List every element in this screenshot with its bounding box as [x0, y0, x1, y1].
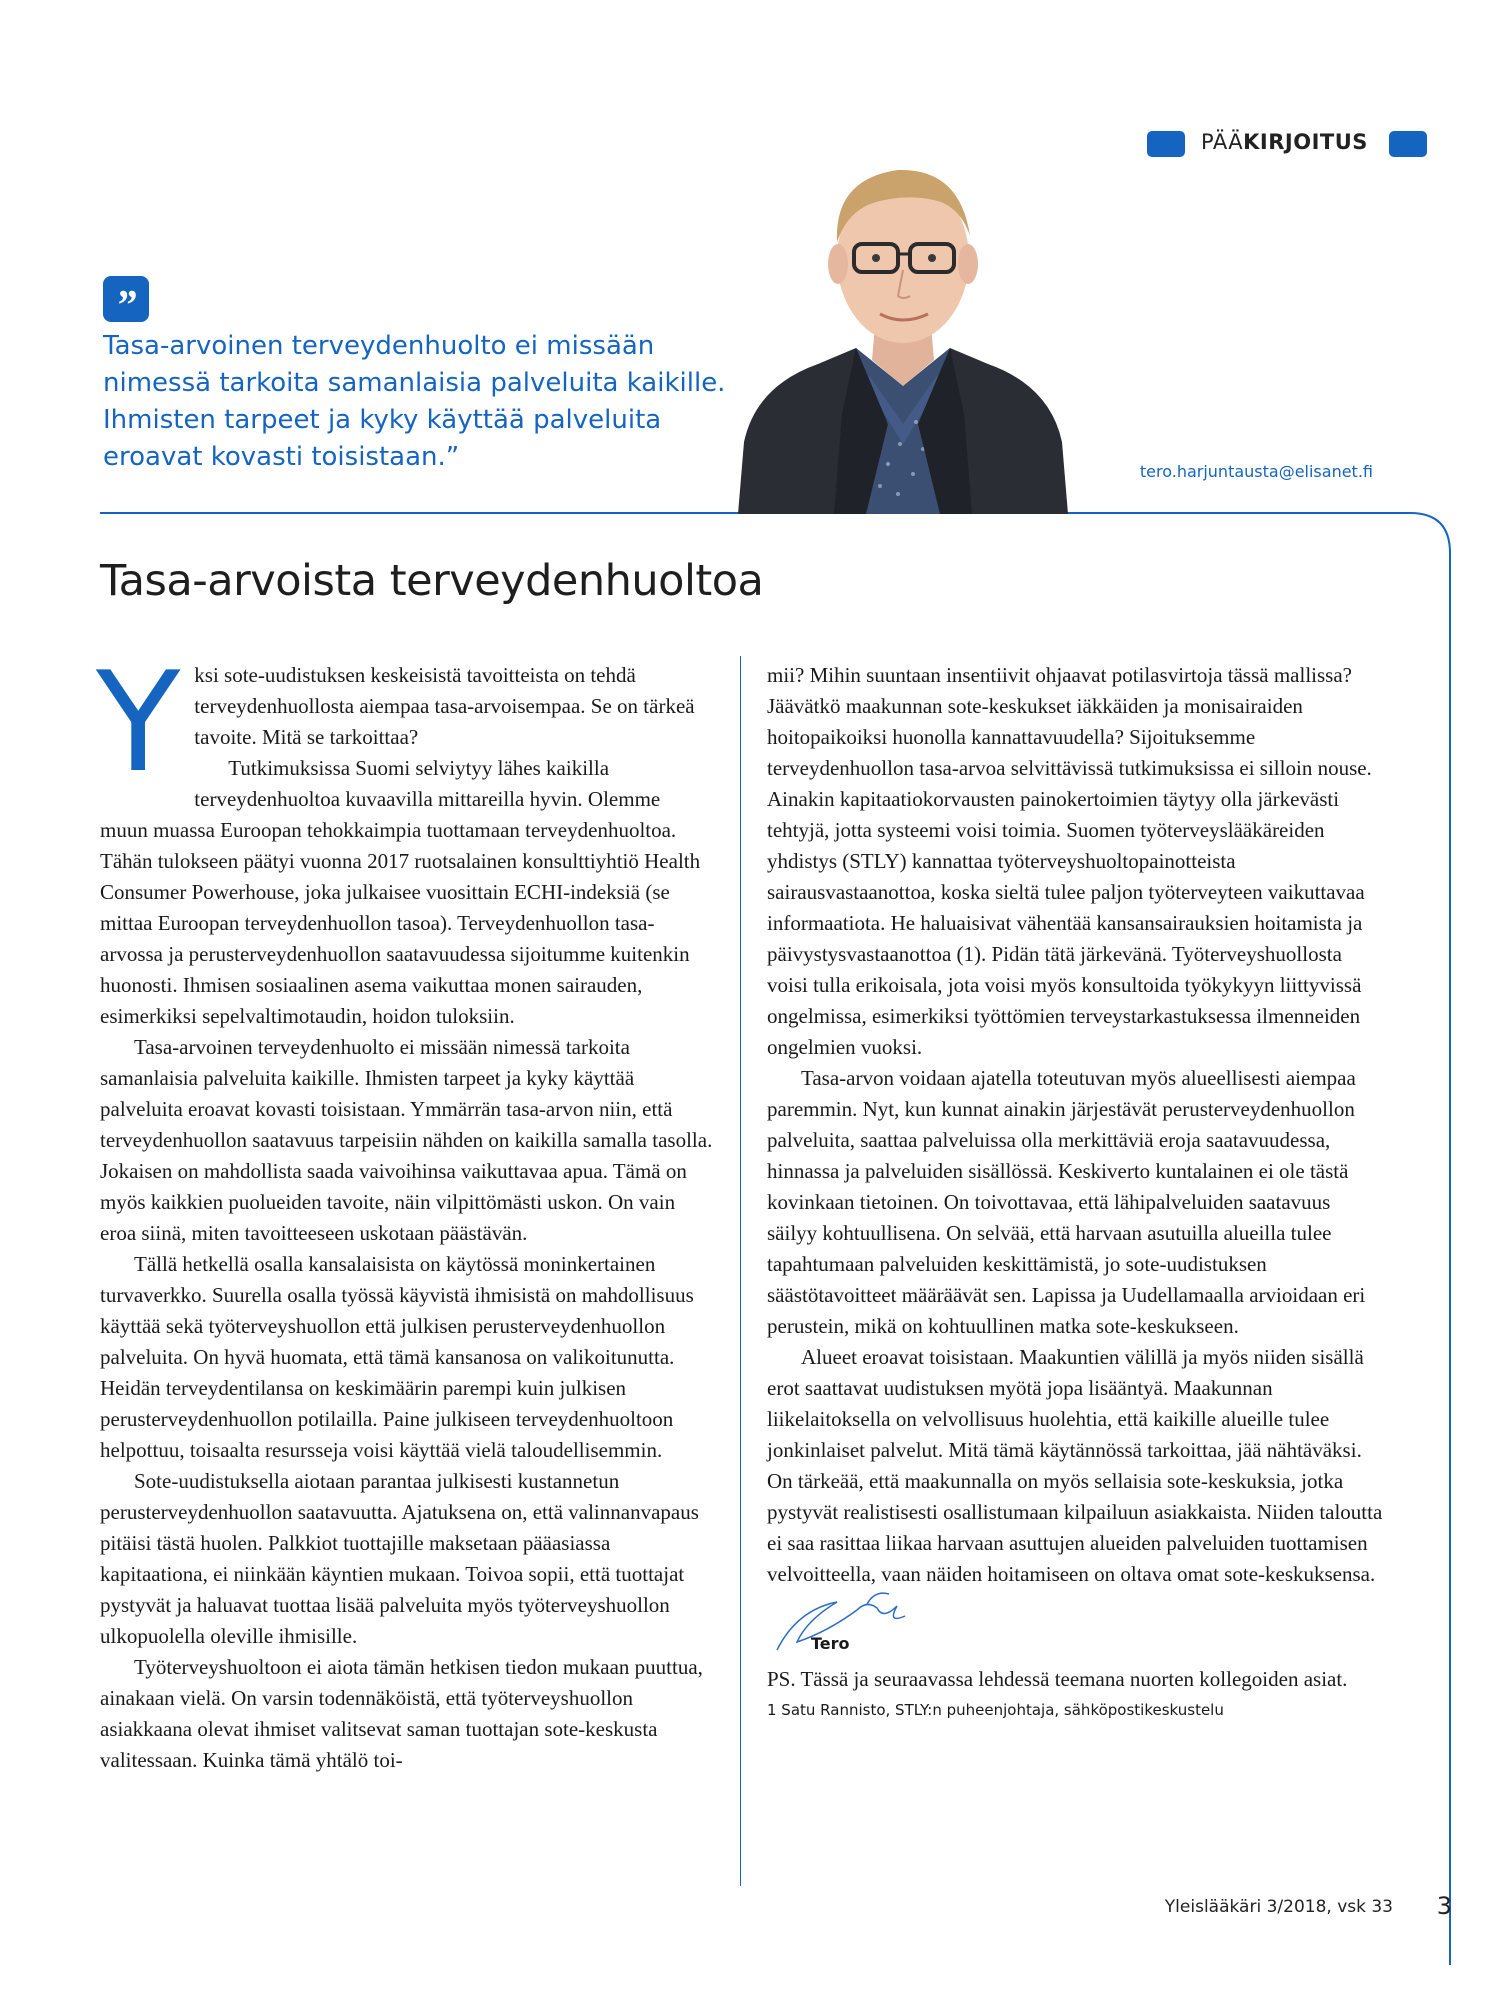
pull-quote: [103, 328, 726, 476]
section-tag: [1147, 129, 1427, 159]
frame-right-rule: [1410, 513, 1450, 1965]
signature-scribble: [767, 1580, 967, 1660]
article-paragraph: Tasa-arvoinen terveydenhuolto ei missään nimessä tarkoita samanlaisia palveluita kaikille. Ihmisten tarpeet ja kyky käyttää palveluita eroavat kovasti toisistaan. Ymmärrän tasa-arvon niin, että terveydenhuollon saatavuus tarpeisiin nähden on kaikilla samalla tasolla. Jokaisen on mahdollista saada vaivoihinsa vaikuttavaa apua. Tämä on myös kaikkien puolueiden tavoite, näin vilpittömästi uskon. On vain eroa siinä, miten tavoitteeseen uskotaan päästävän.: [100, 1035, 713, 1245]
author-portrait: [738, 124, 1068, 514]
article-paragraph: Työterveyshuoltoon ei aiota tämän hetkisen tiedon mukaan puuttua, ainakaan vielä. On varsin todennäköistä, että työterveyshuollon asiakkaana olevat ihmiset valitsevat saman tuottajan sote-keskusta valitessaan. Kuinka tämä yhtälö toi-: [100, 1655, 703, 1772]
article-paragraph: Tasa-arvon voidaan ajatella toteutuvan myös alueellisesti aiempaa paremmin. Nyt, kun kunnat ainakin järjestävät perusterveydenhuollon palveluita, saattaa palveluissa olla merkittäviä eroja saatavuudessa, hinnassa ja palveluiden sisällössä. Keskiverto kuntalainen ei ole tästä kovinkaan tietoinen. On toivottavaa, että lähipalveluiden saatavuus säilyy kohtuullisena. On selvää, että harvaan asutuilla alueilla tulee tapahtumaan palveluiden keskittämistä, jo sote-uudistuksen säästötavoitteet määräävät sen. Lapissa ja Uudellamaalla arvioidaan eri perustein, mikä on kohtuullinen matka sote-keskukseen.: [767, 1066, 1366, 1338]
signature: [767, 1598, 1385, 1660]
tag-block-left: [1147, 131, 1185, 157]
article-paragraph: Sote-uudistuksella aiotaan parantaa julkisesti kustannetun perusterveydenhuollon saatavuutta. Ajatuksena on, että valinnanvapaus pitäisi tästä huolen. Palkkiot tuottajille maksetaan pääasiassa kapitaationa, ei niinkään käyntien mukaan. Toivoa sopii, että tuottajat pystyvät ja haluavat tuottaa lisää palveluita myös työterveyshuollon ulkopuolella oleville ihmisille.: [100, 1469, 699, 1648]
section-label: PÄÄKIRJOITUS: [1201, 130, 1368, 154]
page-number: 3: [1436, 1892, 1452, 1920]
author-email: tero.harjuntausta@elisanet.fi: [1139, 462, 1373, 481]
drop-cap: Y: [96, 642, 181, 803]
pull-quote-line: nimessä tarkoita samanlaisia palveluita kaikille.: [103, 368, 726, 398]
article-paragraph: Tällä hetkellä osalla kansalaisista on käytössä moninkertainen turvaverkko. Suurella osalla työssä käyvistä ihmisistä on mahdollisuus käyttää sekä työterveyshuollon että julkisen perusterveydenhuollon palveluita. On hyvä huomata, että tämä kansanosa on valikoitunutta. Heidän terveydentilansa on keskimäärin parempi kuin julkisen perusterveydenhuollon potilailla. Paine julkiseen terveydenhuoltoon helpottuu, toisaalta resursseja voisi käyttää vielä taloudellisemmin.: [100, 1252, 694, 1462]
article-title: Tasa-arvoista terveydenhuoltoa: [100, 556, 764, 606]
tag-block-right: [1389, 131, 1427, 157]
column-divider: [740, 656, 741, 1886]
pull-quote-line: eroavat kovasti toisistaan.”: [103, 442, 460, 472]
article-paragraph: Alueet eroavat toisistaan. Maakuntien välillä ja myös niiden sisällä erot saattavat uudistuksen myötä jopa lisääntyä. Maakunnan liikelaitoksella on velvollisuus huolehtia, että kaikille alueille tulee jonkinlaiset palvelut. Mitä tämä käytännössä tarkoittaa, jää nähtäväksi. On tärkeää, että maakunnalla on myös sellaisia sote-keskuksia, jotka pystyvät realistisesti osallistumaan kilpailuun asiakkaista. Niiden taloutta ei saa rasittaa liikaa harvaan asuttujen alueiden palveluiden tuottamisen velvoitteella, vaan näiden hoitamiseen on oltava omat sote-keskuksensa.: [767, 1345, 1383, 1586]
footer-publication: Yleislääkäri 3/2018, vsk 33: [1164, 1897, 1393, 1917]
pull-quote-line: Tasa-arvoinen terveydenhuolto ei missään: [103, 331, 655, 361]
footnote: 1 Satu Rannisto, STLY:n puheenjohtaja, sähköpostikeskustelu: [767, 1701, 1224, 1719]
postscript: PS. Tässä ja seuraavassa lehdessä teemana nuorten kollegoiden asiat.: [767, 1667, 1348, 1691]
right-column: [767, 660, 1385, 1721]
article-paragraph: Tutkimuksissa Suomi selviytyy lähes kaikilla terveydenhuoltoa kuvaavilla mittareilla hyvin. Olemme muun muassa Euroopan tehokkaimpia tuottamaan terveydenhuoltoa. Tähän tulokseen päätyi vuonna 2017 ruotsalainen konsulttiyhtiö Health Consumer Powerhouse, joka julkaisee vuosittain ECHI-indeksiä (se mittaa Euroopan terveydenhuollon tasoa). Terveydenhuollon tasa-arvossa ja perusterveydenhuollon saatavuudessa sijoitumme kuitenkin huonosti. Ihmisen sosiaalinen asema vaikuttaa monen sairauden, esimerkiksi sepelvaltimotaudin, hoidon tuloksiin.: [100, 756, 701, 1028]
left-column: [96, 642, 713, 1776]
quote-mark-icon: ”: [103, 276, 149, 322]
article-paragraph: Yksi sote-uudistuksen keskeisistä tavoitteista on tehdä terveydenhuollosta aiempaa tasa-arvoisempaa. Se on tärkeä tavoite. Mitä se tarkoittaa?: [96, 642, 695, 803]
pull-quote-line: Ihmisten tarpeet ja kyky käyttää palveluita: [103, 405, 662, 435]
signature-name: Tero: [811, 1634, 850, 1653]
article-paragraph: mii? Mihin suuntaan insentiivit ohjaavat potilasvirtoja tässä mallissa? Jäävätkö maakunnan sote-keskukset iäkkäiden ja monisairaiden hoitopaikoiksi huonolla kannattavuudella? Sijoituksemme terveydenhuollon tasa-arvoa selvittävissä tutkimuksissa ei silloin nouse. Ainakin kapitaatiokorvausten painokertoimien täytyy olla järkevästi tehtyjä, jotta systeemi voisi toimia. Suomen työterveyslääkäreiden yhdistys (STLY) kannattaa työterveyshuoltopainotteista sairausvastaanottoa, koska sieltä tulee paljon työterveyteen vaikuttavaa informaatiota. He haluaisivat vähentää kansansairauksien hoitamista ja päivystysvastaanottoa (1). Pidän tätä järkevänä. Työterveyshuollosta voisi tulla erikoisala, jota voisi myös konsultoida työkykyyn liittyvissä ongelmissa, esimerkiksi työttömien terveystarkastuksessa ilmenneiden ongelmien vuoksi.: [767, 663, 1372, 1059]
